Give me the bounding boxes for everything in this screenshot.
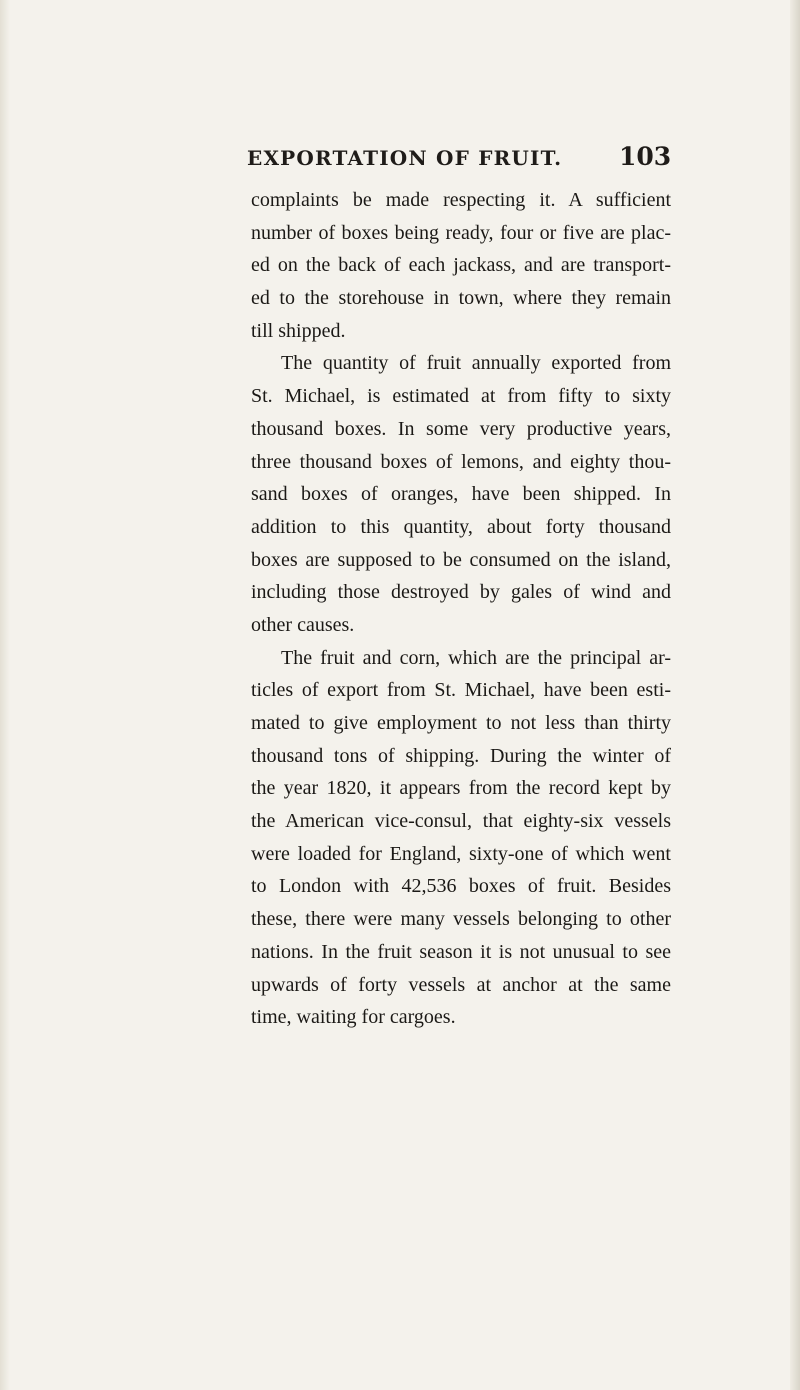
text-line: sand boxes of oranges, have been shipped. In: [251, 483, 671, 506]
text-line: the year 1820, it appears from the record kept by: [251, 777, 671, 800]
body-text: [251, 184, 671, 1034]
paragraph-start-line: The quantity of fruit annually exported from: [281, 352, 671, 375]
text-line: these, there were many vessels belonging to other: [251, 908, 671, 931]
text-line: till shipped.: [251, 319, 346, 342]
paragraph-start-line: The fruit and corn, which are the principal ar-: [281, 646, 671, 669]
text-line: complaints be made respecting it. A sufficient: [251, 189, 671, 211]
text-line: to London with 42,536 boxes of fruit. Besides: [251, 875, 671, 898]
text-line: thousand tons of shipping. During the winter of: [251, 744, 671, 767]
text-line: ticles of export from St. Michael, have been esti-: [251, 679, 671, 702]
page-right-edge: [790, 0, 800, 1390]
page-number: 103: [619, 142, 672, 171]
text-line: mated to give employment to not less than thirty: [251, 712, 671, 734]
text-line: time, waiting for cargoes.: [251, 1006, 456, 1029]
page-left-edge: [0, 0, 10, 1390]
running-title: EXPORTATION OF FRUIT.: [247, 146, 563, 170]
text-line: boxes are supposed to be consumed on the island,: [251, 548, 671, 571]
text-line: thousand boxes. In some very productive years,: [251, 417, 671, 440]
text-line: the American vice-consul, that eighty-six vessels: [251, 810, 671, 833]
text-line: addition to this quantity, about forty thousand: [251, 515, 671, 538]
text-line: ed to the storehouse in town, where they remain: [251, 287, 671, 310]
text-line: three thousand boxes of lemons, and eighty thou-: [251, 450, 671, 473]
text-line: ed on the back of each jackass, and are transport-: [251, 254, 671, 277]
text-line: St. Michael, is estimated at from fifty to sixty: [251, 385, 671, 408]
text-line: number of boxes being ready, four or five are plac-: [251, 221, 671, 244]
text-line: other causes.: [251, 613, 355, 636]
text-line: including those destroyed by gales of wind and: [251, 581, 671, 604]
text-line: nations. In the fruit season it is not unusual to see: [251, 940, 671, 963]
text-line: were loaded for England, sixty-one of which went: [251, 842, 671, 865]
page-header: [0, 138, 800, 178]
text-line: upwards of forty vessels at anchor at the same: [251, 973, 671, 996]
